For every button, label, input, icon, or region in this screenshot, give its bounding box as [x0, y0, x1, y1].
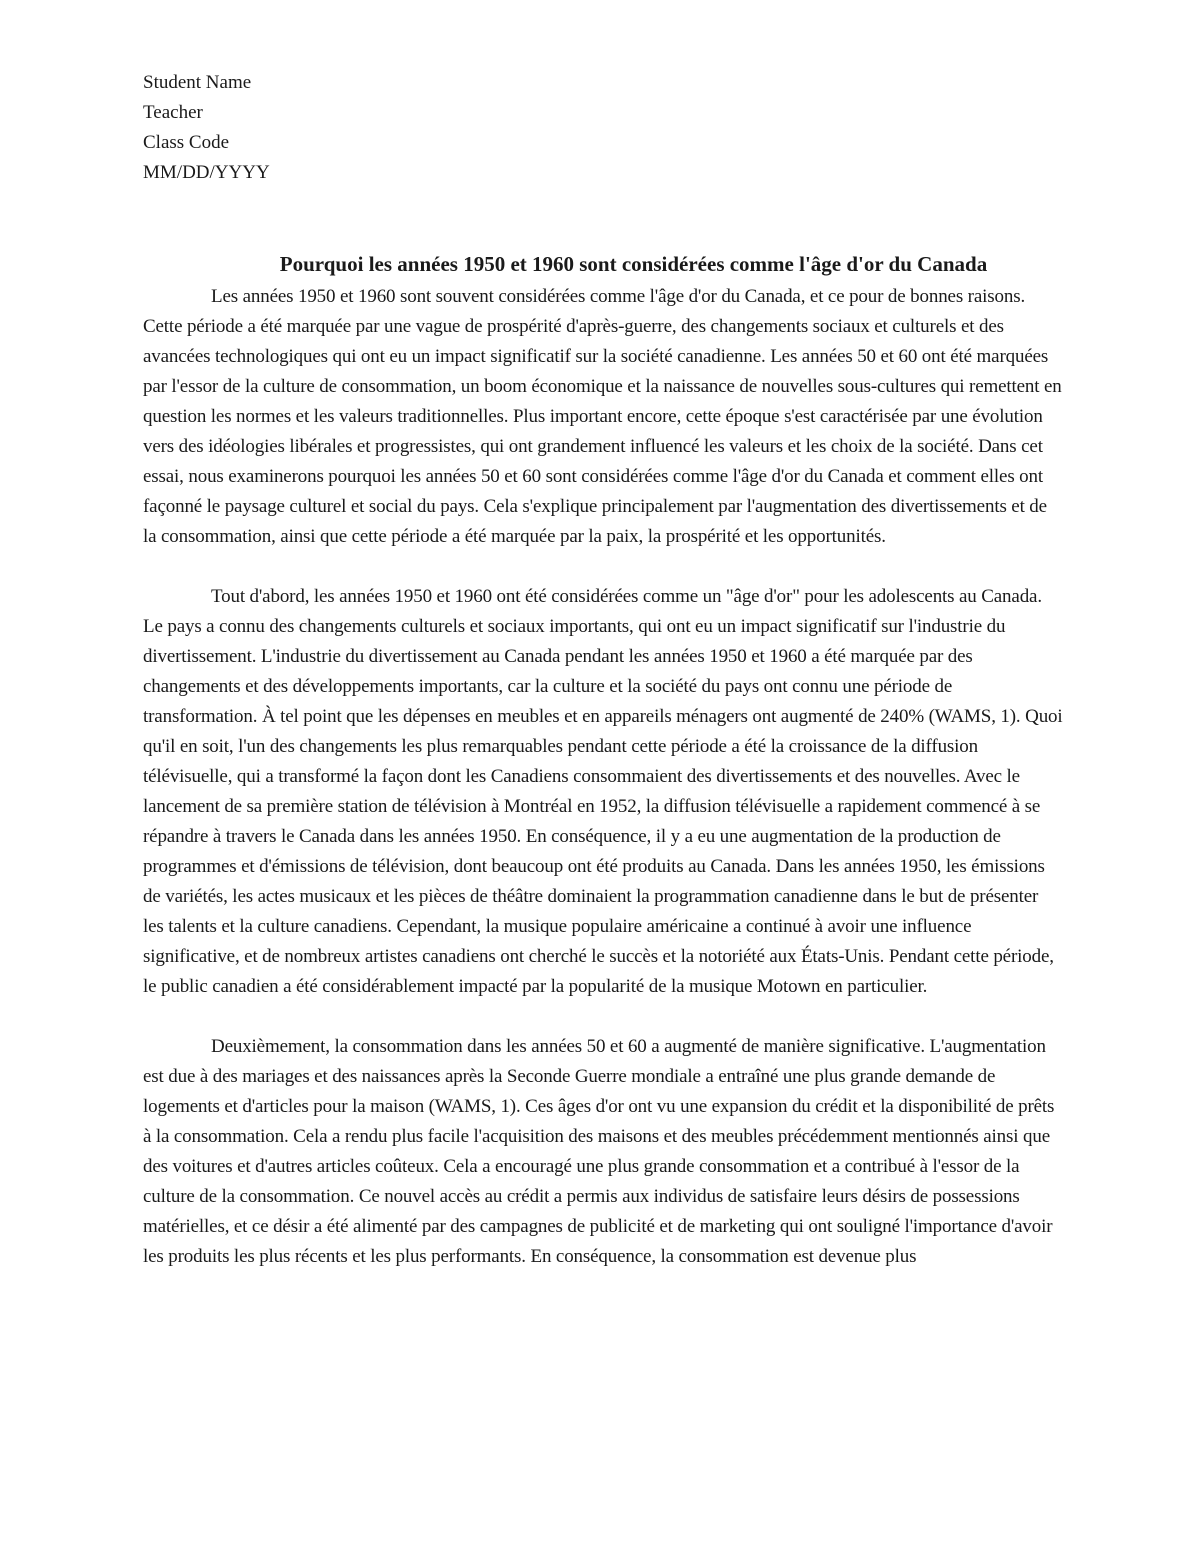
essay-body: [143, 282, 1063, 1302]
class-code: Class Code: [143, 132, 230, 153]
paragraph-introduction: Les années 1950 et 1960 sont souvent considérées comme l'âge d'or du Canada, et ce pour de bonnes raisons. Cette période a été marquée par une vague de prospérité d'après-guerre, des changements sociaux et culturels et des avancées technologiques qui ont eu un impact significatif sur la société canadienne. Les années 50 et 60 ont été marquées par l'essor de la culture de consommation, un boom économique et la naissance de nouvelles sous-cultures qui remettent en question les normes et les valeurs traditionnelles. Plus important encore, cette époque s'est caractérisée par une évolution vers des idéologies libérales et progressistes, qui ont grandement influencé les valeurs et les choix de la société. Dans cet essai, nous examinerons pourquoi les années 50 et 60 sont considérées comme l'âge d'or du Canada et comment elles ont façonné le paysage culturel et social du pays. Cela s'explique principalement par l'augmentation des divertissements et de la consommation, ainsi que cette période a été marquée par la paix, la prospérité et les opportunités.: [143, 286, 1062, 547]
date: MM/DD/YYYY: [143, 162, 270, 183]
paragraph-entertainment: Tout d'abord, les années 1950 et 1960 ont été considérées comme un "âge d'or" pour les adolescents au Canada. Le pays a connu des changements culturels et sociaux importants, qui ont eu un impact significatif sur l'industrie du divertissement. L'industrie du divertissement au Canada pendant les années 1950 et 1960 a été marquée par des changements et des développements importants, car la culture et la société du pays ont connu une période de transformation. À tel point que les dépenses en meubles et en appareils ménagers ont augmenté de 240% (WAMS, 1). Quoi qu'il en soit, l'un des changements les plus remarquables pendant cette période a été la croissance de la diffusion télévisuelle, qui a transformé la façon dont les Canadiens consommaient des divertissements et des nouvelles. Avec le lancement de sa première station de télévision à Montréal en 1952, la diffusion télévisuelle a rapidement commencé à se répandre à travers le Canada dans les années 1950. En conséquence, il y a eu une augmentation de la production de programmes et d'émissions de télévision, dont beaucoup ont été produits au Canada. Dans les années 1950, les émissions de variétés, les actes musicaux et les pièces de théâtre dominaient la programmation canadienne dans le but de présenter les talents et la culture canadiens. Cependant, la musique populaire américaine a continué à avoir une influence significative, et de nombreux artistes canadiens ont cherché le succès et la notoriété aux États-Unis. Pendant cette période, le public canadien a été considérablement impacté par la popularité de la musique Motown en particulier.: [143, 586, 1063, 997]
teacher-name: Teacher: [143, 102, 203, 123]
student-header: [143, 68, 270, 188]
paragraph-consumption: Deuxièmement, la consommation dans les années 50 et 60 a augmenté de manière significative. L'augmentation est due à des mariages et des naissances après la Seconde Guerre mondiale a entraîné une plus grande demande de logements et d'articles pour la maison (WAMS, 1). Ces âges d'or ont vu une expansion du crédit et la disponibilité de prêts à la consommation. Cela a rendu plus facile l'acquisition des maisons et des meubles précédemment mentionnés ainsi que des voitures et d'autres articles coûteux. Cela a encouragé une plus grande consommation et a contribué à l'essor de la culture de la consommation. Ce nouvel accès au crédit a permis aux individus de satisfaire leurs désirs de possessions matérielles, et ce désir a été alimenté par des campagnes de publicité et de marketing qui ont souligné l'importance d'avoir les produits les plus récents et les plus performants. En conséquence, la consommation est devenue plus: [143, 1036, 1055, 1267]
essay-title: Pourquoi les années 1950 et 1960 sont considérées comme l'âge d'or du Canada: [279, 252, 988, 276]
student-name: Student Name: [143, 72, 252, 93]
